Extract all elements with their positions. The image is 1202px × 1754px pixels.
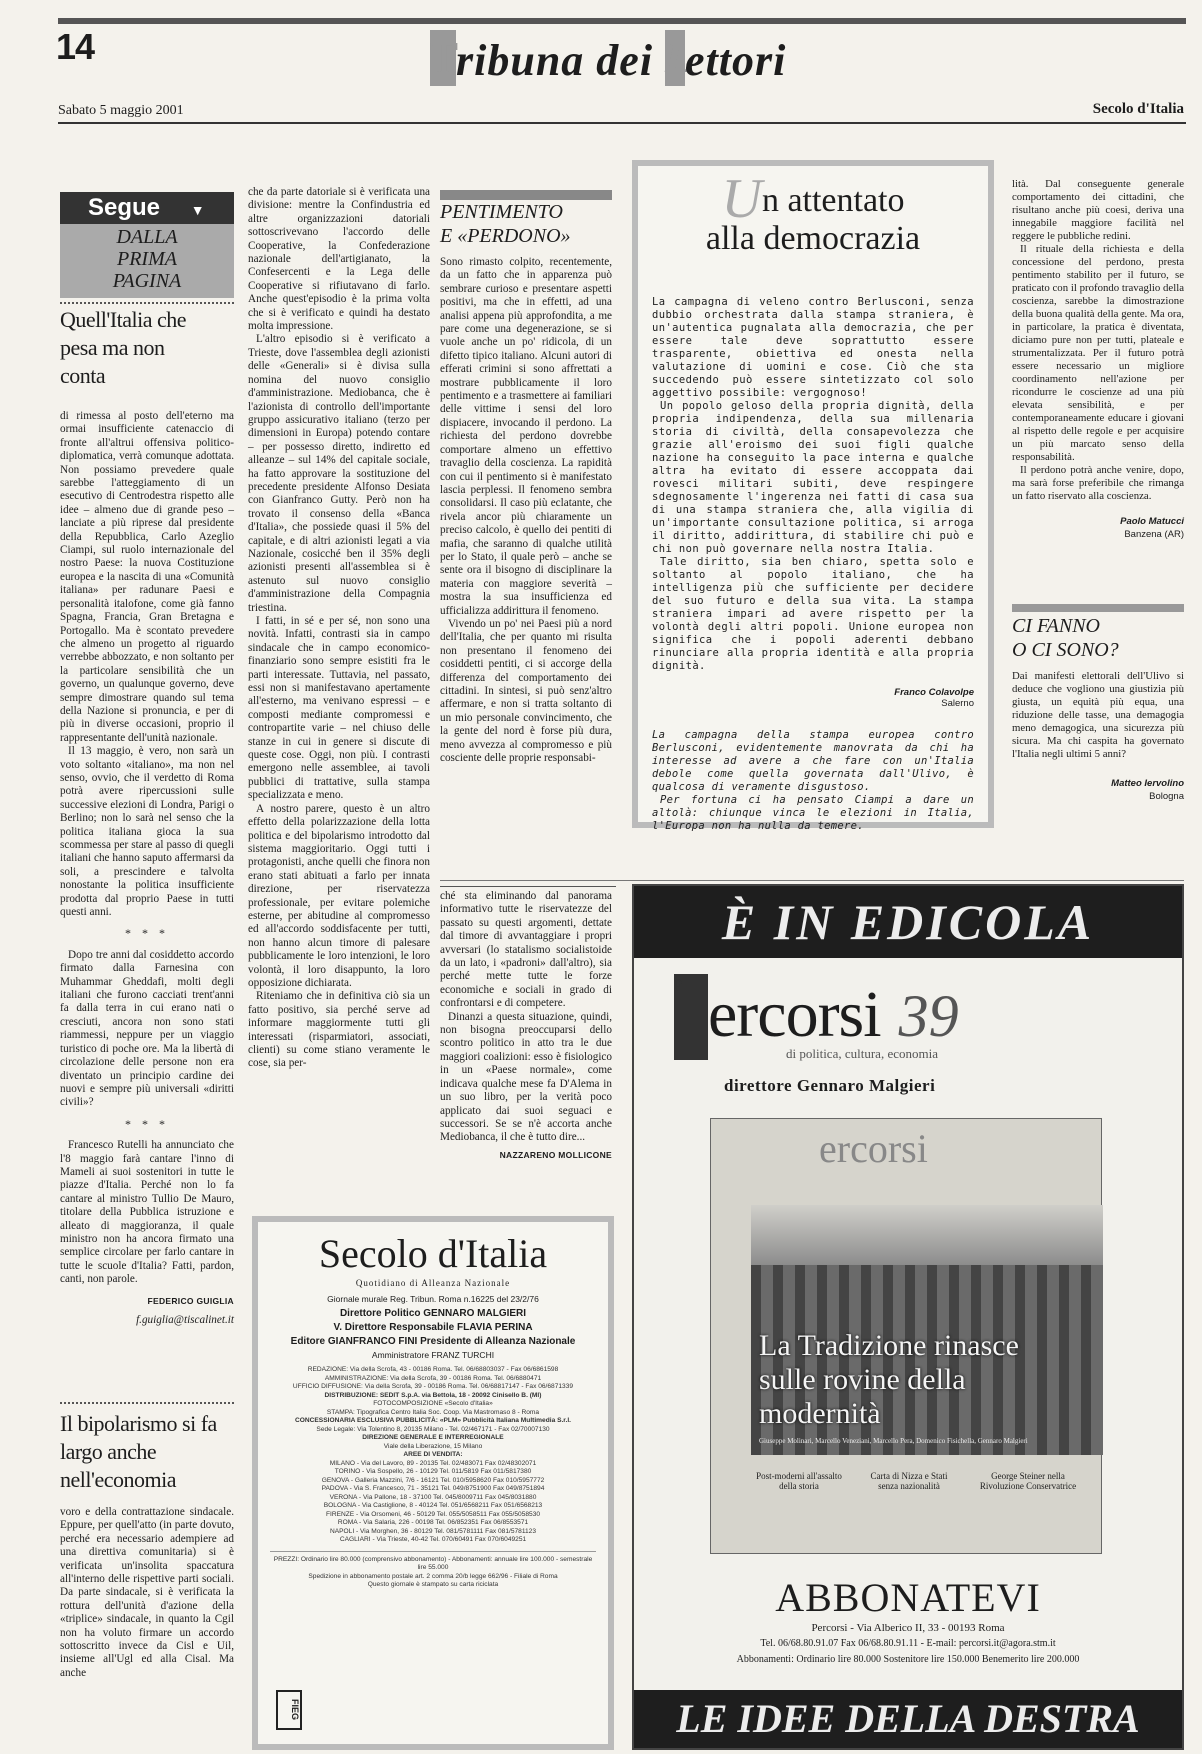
masthead-box: Secolo d'Italia Quotidiano di Alleanza Nazionale Giornale murale Reg. Tribun. Roma n.16225 del 23/2/76 Direttore Politico GENNARO MALGIERI V. Direttore Responsabile FLAVIA PERINA Editore GIANFRANCO FINI Presidente di Alleanza Nazionale Amministratore FRANZ TURCHI REDAZIONE: Via della Scrofa, 43 - 00186 Roma. Tel. 06/68803037 - Fax 06/6861598 AMMINISTRAZIONE: Via della Scrofa, 39 - 00186 Roma. Tel. 06/6880471 UFFICIO DIFFUSIONE: Via della Scrofa, 39 - 00186 Roma. Tel. 06/68817147 - Fax 06/6871339 DISTRIBUZIONE: SEDIT S.p.A. via Bettola, 18 - 20092 Cinisello B. (MI) FOTOCOMPOSIZIONE «Secolo d'Italia» STAMPA: Tipografica Centro Italia Soc. Coop. Via Mastromaso 8 - Roma CONCESSIONARIA ESCLUSIVA PUBBLICITÀ: «PLM» Pubblicità Italiana Multimedia S.r.l. Sede Legale: Via Tolentino 8, 20135 Milano - Tel. 02/467171 - Fax 02/70007130 DIREZIONE GENERALE E INTERREGIONALE Viale della Liberazione, 15 Milano AREE DI VENDITA: MILANO - Via del Lavoro, 89 - 20135 Tel. 02/483071 Fax 02/48302071 TORINO - Via Sospello, 26 - 10129 Tel. 011/5819 Fax 011/5817380 GENOVA - Galleria Mazzini, 7/6 - 16121 Tel. 010/5958620 Fax 010/5957772 PADOVA - Via S. Francesco, 71 - 35121 Tel. 049/8751900 Fax 049/8751894 VERONA - Via Pallone, 18 - 37100 Tel. 045/8009711 Fax 045/8031880 BOLOGNA - Via Castiglione, 8 - 40124 Tel. 051/6568211 Fax 051/6568213 FIRENZE - Via Orsomeni, 46 - 50129 Tel. 055/5058511 Fax 055/5058530 ROMA - Via Salaria, 226 - 00198 Tel. 06/852351 Fax 06/8553571 NAPOLI - Via Morghen, 36 - 80129 Tel. 081/5781111 Fax 081/5781123 CAGLIARI - Via Trieste, 40-42 Tel. 070/60491 Fax 070/6049251 PREZZI: Ordinario lire 80.000 (comprensivo abbonamento) - Abbonamenti: annuale lire 100.000 - semestrale lire 55.000 Spedizione in abbonamento postale art. 2 comma 20/b legge 662/96 - Filiale di Roma Questo giornale è stampato su carta riciclata <box>252 1216 614 1750</box>
title-part-2: ettori <box>685 36 787 85</box>
cover-box-2: Carta di Nizza e Stati senza nazionalità <box>870 1471 948 1491</box>
letter-body: Sono rimasto colpito, recentemente, da un fatto che in apparenza può sembrare curioso e presentare aspetti positivi, ma che in effetti, ad una analisi appena più approfondita, a me pare come una degenerazione, se si vuole anche un po' ridicola, di un difetto tipico italiano. Alcuni autori di efferati crimini si sono affrettati a mostrare pubblicamente il loro pentimento e a trasmettere ai familiari delle vittime i sensi del loro dispiacere, invocando il perdono. La richiesta del perdono dovrebbe comportare almeno un effettivo travaglio della coscienza. La rapidità con cui il pentimento si è manifestato lascia perplessi. Il fenomeno sembra consolidarsi. Il caso più eclatante, che rivela ancor più chiaramente un preciso calcolo, è quello dei pentiti di mafia, che saranno di qualche utilità per lo Stato, il quale però – anche se sente ora il bisogno di disciplinare la materia con maggiore severità – mostra la sua insufficienza ed ufficializza addirittura il fenomeno. Vivendo un po' nei Paesi più a nord dell'Italia, che per quanto mi risulta non presentano il fenomeno dei cosiddetti pentiti, ci si accorge della differenza del comportamento dei cittadini. In sintesi, si può senz'altro affermare, e non si tratta soltanto di un mio personale convincimento, che la gente del nord è forse più dura, meno avvezza al compromesso e più cosciente delle proprie responsabi- <box>440 256 612 765</box>
article-title: Quell'Italia che pesa ma non conta <box>60 307 187 388</box>
ad-footer: LE IDEE DELLA DESTRA <box>634 1690 1182 1748</box>
letter2-title: CI FANNO O CI SONO? <box>1012 615 1119 661</box>
divider <box>440 880 1184 881</box>
ad-prices: Abbonamenti: Ordinario lire 80.000 Sostenitore lire 150.000 Benemerito lire 200.000 <box>736 1654 1080 1665</box>
ad-director: direttore Gennaro Malgieri <box>724 1076 936 1095</box>
cover-photo-sky <box>751 1205 1103 1265</box>
article-body: di rimessa al posto dell'eterno ma ormai insufficiente catenaccio di fronte all'altrui offensiva politico-diplomatica, verrà comunque adottata. Non possiamo prevedere quale sarebbe l'atteggiamento di un esecutivo di Centrodestra rispetto alle idee – almeno due di grande peso – lanciate a più riprese dal presidente della Repubblica, Carlo Azeglio Ciampi, sul ruolo internazionale del nostro Paese: la nuova Costituzione europea e la nascita di una «Comunità italiana» per radunare Paesi e personalità italofone, come già fanno Spagna, Francia, Gran Bretagna e Portogallo. Ma è scontato prevedere che almeno un progetto al riguardo verrebbe abbozzato, e non soltanto per la particolare sensibilità che un governo, un qualunque governo, deve sempre dimostrare quando sul tema della Nazione si pronuncia, e per di più in diverse occasioni, proprio il rappresentante dell'unità nazionale. Il 13 maggio, è vero, non sarà un voto soltanto «italiano», ma non nel senso, ovvio, che il verdetto di Roma potrà avere ripercussioni sulle successive elezioni di Londra, Parigi o Berlino; non lo sarà nel senso che la politica italiana gioca la sua scommessa per stare al passo di quegli italiani che hanno saputo affermarsi da soli, a prescindere e talvolta nonostante la politica insufficiente prodotta dal proprio Paese in tutti questi anni. * * * Dopo tre anni dal cosiddetto accordo firmato dalla Farnesina con Muhammar Gheddafi, molti degli italiani che furono cacciati trent'anni fa dalla terra in cui erano nati o cresciuti, ancora non sono stati riammessi, neppure per un viaggio turistico di poche ore. Ma la libertà di circolazione delle persone non era diventato un principio cardine dei nuovi e sempre più universali «diritti civili»? * * * Francesco Rutelli ha annunciato che l'8 maggio farà cantare l'inno di Mameli ai suoi sostenitori in tutte le piazze d'Italia. Perché non lo fa cantare al ministro Tullio De Mauro, titolare della Pubblica istruzione e alleato di maggioranza, il quale ministro non ha ancora firmato una semplice circolare per farlo cantare in tutte le scuole d'Italia? Fatti, pardon, canti, non parole. FEDERICO GUIGLIA f.guiglia@tiscalinet.it <box>60 410 234 1326</box>
column-3-continued: ché sta eliminando dal panorama informativo tutte le riservatezze del passato su questi argomenti, dettate dal timore di avvantaggiare i propri avversari (lo statalismo socialistoide da un lato, i «padroni» dall'altro), sia perché mette tutte le forze economiche e sociali in grado di confrontarsi e di competere. Dinanzi a questa situazione, quindi, non bisogna preoccuparsi dello scontro politico in atto tra le due maggiori coalizioni: esso è fisiologico in un «Paese normale», come indicava qualche mese fa D'Alema in un suo libro, per la verità poco applicato dai suoi seguaci e successori. Se se n'è accorta anche Mediobanca, il che è tutto dire... NAZZARENO MOLLICONE <box>440 890 612 1160</box>
letter2-title-bar <box>1012 604 1184 612</box>
arrow-down-icon: ▼ <box>190 202 205 218</box>
column-2: che da parte datoriale si è verificata una divisione: mentre la Confindustria ed altre organizzazioni datoriali sottoscrivevano l'accordo delle Cooperative, la Confederazione nazionale dell'artigianato, la Confesercenti e la Lega delle Cooperative si rifiutavano di farlo. Anche quest'episodio è la prima volta che si è verificato e quindi ha destato molta impressione. L'altro episodio si è verificato a Trieste, dove l'assemblea degli azionisti delle «Generali» si è divisa sulla nomina del nuovo consiglio d'amministrazione. Mediobanca, che è l'azionista di controllo dell'importante gruppo assicurativo italiano (terzo per dimensioni in Europa) potendo contare – per possesso diretto, indiretto ed alleanze – sul 14% del capitale sociale, ha fatto approvare la sostituzione del precedente presidente Alfonso Desiata con Gianfranco Gutty. Però non ha trovato il consenso della «Banca d'Italia», che possiede quasi il 5% del capitale, e di altri azionisti legati a via Nazionale, cosicché ben il 35% degli azionisti presenti all'assemblea si è astenuto sul nuovo consiglio d'amministrazione della Compagnia triestina. I fatti, in sé e per sé, non sono una novità. Infatti, contrasti sia in campo sindacale che in campo economico-finanziario sono sempre esistiti fra le parti interessate. Tuttavia, nel passato, essi non si manifestavano apertamente all'esterno, ma venivano espressi – e composti mediante compromessi e contropartite varie – nel chiuso delle stanze in cui in genere si discute di queste cose. Oggi, non più. I contrasti emergono nelle assemblee, ai tavoli pubblici di trattative, sulla stampa specializzata e meno. A nostro parere, questo è un altro effetto della polarizzazione della lotta politica e del bipolarismo introdotto dal sistema maggioritario. Oggi tutti i protagonisti, anche quelli che finora non erano stati abituati a farlo per innata direzione, per riservatezza professionale, per evitare polemiche esterne, per abitudine al compromesso ed all'accordo soddisfacente per tutti, non hanno alcun timore di palesare pubblicamente le loro intenzioni, le loro volontà, il loro disappunto, la loro opposizione dichiarata. Riteniamo che in definitiva ciò sia un fatto positivo, sia perché serve ad informare maggiormente tutti gli interessati (risparmiatori, associati, clienti) su come stiano veramente le cose, sia per- <box>248 186 430 1070</box>
masthead-fine-print: REDAZIONE: Via della Scrofa, 43 - 00186 Roma. Tel. 06/68803037 - Fax 06/6861598 AMMINISTRAZIONE: Via della Scrofa, 39 - 00186 Roma. Tel. 06/6880471 UFFICIO DIFFUSIONE: Via della Scrofa, 39 - 00186 Roma. Tel. 06/68817147 - Fax 06/6871339 DISTRIBUZIONE: SEDIT S.p.A. via Bettola, 18 - 20092 Cinisello B. (MI) FOTOCOMPOSIZIONE «Secolo d'Italia» STAMPA: Tipografica Centro Italia Soc. Coop. Via Mastromaso 8 - Roma CONCESSIONARIA ESCLUSIVA PUBBLICITÀ: «PLM» Pubblicità Italiana Multimedia S.r.l. Sede Legale: Via Tolentino 8, 20135 Milano - Tel. 02/467171 - Fax 02/70007130 DIREZIONE GENERALE E INTERREGIONALE Viale della Liberazione, 15 Milano AREE DI VENDITA: MILANO - Via del Lavoro, 89 - 20135 Tel. 02/483071 Fax 02/48302071 TORINO - Via Sospello, 26 - 10129 Tel. 011/5819 Fax 011/5817380 GENOVA - Galleria Mazzini, 7/6 - 16121 Tel. 010/5958620 Fax 010/5957772 PADOVA - Via S. Francesco, 71 - 35121 Tel. 049/8751900 Fax 049/8751894 VERONA - Via Pallone, 18 - 37100 Tel. 045/8009711 Fax 045/8031880 BOLOGNA - Via Castiglione, 8 - 40124 Tel. 051/6568211 Fax 051/6568213 FIRENZE - Via Orsomeni, 46 - 50129 Tel. 055/5058511 Fax 055/5058530 ROMA - Via Salaria, 226 - 00198 Tel. 06/852351 Fax 06/8553571 NAPOLI - Via Morghen, 36 - 80129 Tel. 081/5781111 Fax 081/5781123 CAGLIARI - Via Trieste, 40-42 Tel. 070/60491 Fax 070/6049251 PREZZI: Ordinario lire 80.000 (comprensivo abbonamento) - Abbonamenti: annuale lire 100.000 - semestrale lire 55.000 Spedizione in abbonamento postale art. 2 comma 20/b legge 662/96 - Filiale di Roma Questo giornale è stampato su carta riciclata <box>270 1366 596 1590</box>
boxed-title: Un attentato alla democrazia <box>705 168 921 257</box>
cover-headline: La Tradizione rinasce sulle rovine della modernità <box>759 1329 1019 1430</box>
ad-abbonatevi: ABBONATEVI <box>775 1575 1041 1620</box>
cover-box-1: Post-moderni all'assalto della storia <box>756 1471 842 1491</box>
letter2-body: Dai manifesti elettorali dell'Ulivo si deduce che vogliono una giustizia più giusta, un equità più equa, una riduzione delle tasse, una demagogia meno demagogica, una sicurezza più sicura. Ma chi caspita ha governato l'Italia negli ultimi 5 anni? Matteo Iervolino Bologna <box>1012 670 1184 802</box>
header-rule <box>58 122 1186 124</box>
divider <box>60 302 234 304</box>
title-cap-t: T <box>430 30 456 86</box>
divider <box>440 886 616 887</box>
boxed-letter: Un attentato alla democrazia La campagna di veleno contro Berlusconi, senza dubbio orchestrata dalla stampa straniera, è un'autentica pugnalata alla democrazia, che per essere tale deve soprattutto essere trasparente, obiettiva ed onesta nella valutazione di uomini e cose. Ciò che sta succedendo può essere sintetizzato col solo aggettivo possibile: vergognoso! Un popolo geloso della propria dignità, della propria indipendenza, della sua millenaria storia di civiltà, della consapevolezza che grazie all'eroismo dei suoi figli qualche nazione ha conseguito la pace interna e qualche altra ha evitato di essere accoppata dai rovesci militari subiti, deve respingere sdegnosamente l'ingerenza nei fatti di casa sua di una stampa straniera che, alla vigilia di un'importante consultazione politica, si arroga il diritto, addirittura, di stabilire chi può e chi non può governare nella nostra Italia. Tale diritto, sia ben chiaro, spetta solo e soltanto al popolo italiano, che ha intelligenza più che sufficiente per decidere del suo futuro e della sua vita. La stampa straniera impari ad avere rispetto per la volontà degli altri popoli. Unione europea non significa che i popoli aderenti debbano rinunciare alla propria identità e alla propria dignità. Franco Colavolpe Salerno La campagna della stampa europea contro Berlusconi, evidentemente manovrata da chi ha interesse ad avere a che fare con un'Italia debole come quella governata dall'Ulivo, è qualcosa di veramente disgustoso. Per fortuna ci ha pensato Ciampi a dare un altolà: chiunque vinca le elezioni in Italia, l'Europa non ha nulla da temere. <box>632 160 994 828</box>
column-5: lità. Dal conseguente generale comportamento dei cittadini, che risultano anche più coesi, deriva una innegabile maggiore facilità nel reggere le pubbliche redini. Il rituale della richiesta e della concessione del perdono, presta pentimento stabilito per il futuro, se praticato con il profondo travaglio della coscienza, sarebbe la dimostrazione della buona qualità della gente. Ma ora, in particolare, la pratica è diventata, diciamo pure non per tutti, plateale e strumentalizzata. Per il futuro potrà essere necessario un migliore coordinamento nell'azione per ricondurre le coscienze ad una più elevata sensibilità, e per contemporaneamente educare i giovani al rispetto delle regole e per acquisire un più marcato senso della responsabilità. Il perdono potrà anche venire, dopo, ma sarà forse preferibile che rimanga un fatto riservato alla coscienza. Paolo Matucci Banzena (AR) <box>1012 178 1184 540</box>
fieg-logo: FIEG <box>276 1690 302 1730</box>
masthead-title: Secolo d'Italia <box>318 1231 548 1276</box>
ad-brand: p ercorsi 39 <box>674 970 959 1060</box>
segue-box <box>60 192 234 298</box>
title-part-1: ribuna dei <box>456 36 666 85</box>
ad-banner: È IN EDICOLA <box>634 886 1182 958</box>
cover-box-3: George Steiner nella Rivoluzione Conservatrice <box>979 1471 1077 1491</box>
magazine-cover <box>710 1118 1102 1554</box>
cover-brand: ercorsi <box>819 1126 928 1171</box>
top-rule <box>58 18 1186 24</box>
segue-label: Segue ▼ <box>60 192 234 224</box>
title-text <box>456 33 787 85</box>
advertisement <box>632 884 1184 1750</box>
cover-sub: Giuseppe Molinari, Marcello Veneziani, Marcello Pera, Domenico Fisichella, Gennaro Malgieri <box>759 1437 1028 1445</box>
header-date: Sabato 5 maggio 2001 <box>58 103 184 118</box>
ad-tagline: di politica, cultura, economia <box>786 1046 938 1061</box>
ad-address: Percorsi - Via Alberico II, 33 - 00193 Roma <box>811 1622 1005 1634</box>
boxed-note: La campagna della stampa europea contro Berlusconi, evidentemente manovrata da chi ha interesse ad avere a che fare con un'Italia debole come quella governata dall'Ulivo, è qualcosa di veramente disgustoso. Per fortuna ci ha pensato Ciampi a dare un altolà: chiunque vinca le elezioni in Italia, l'Europa non ha nulla da temere. <box>652 729 974 832</box>
section-title <box>430 30 786 94</box>
divider <box>60 1402 234 1404</box>
letter-title-bar <box>440 190 612 200</box>
title-cap-l: L <box>665 30 685 86</box>
ad-contacts: Tel. 06/68.80.91.07 Fax 06/68.80.91.11 - E-mail: percorsi.it@agora.stm.it <box>760 1638 1056 1649</box>
boxed-sig: Franco Colavolpe <box>894 687 974 698</box>
segue-sub: DALLA PRIMA PAGINA <box>112 226 182 292</box>
header-paper: Secolo d'Italia <box>1092 101 1184 117</box>
boxed-body: La campagna di veleno contro Berlusconi, senza dubbio orchestrata dalla stampa straniera, è un'autentica pugnalata alla democrazia, che per essere tale deve soprattutto essere trasparente, obiettiva ed onesta nella valutazione di uomini e cose. Ciò che sta succedendo può essere sintetizzato col solo aggettivo possibile: vergognoso! Un popolo geloso della propria dignità, della propria indipendenza, della sua millenaria storia di civiltà, della consapevolezza che grazie all'eroismo dei suoi figli qualche nazione ha conseguito la pace interna e qualche altra ha evitato di essere accoppata dai rovesci militari subiti, deve respingere sdegnosamente l'ingerenza nei fatti di casa sua di una stampa straniera che, alla vigilia di un'importante consultazione politica, si arroga il diritto, addirittura, di stabilire chi può e chi non può governare nella nostra Italia. Tale diritto, sia ben chiaro, spetta solo e soltanto al popolo italiano, che ha intelligenza più che sufficiente per decidere del suo futuro e della sua vita. La stampa straniera impari ad avere rispetto per la volontà degli altri popoli. Unione europea non significa che i popoli aderenti debbano rinunciare alla propria identità e alla propria dignità. <box>652 296 974 672</box>
article-body-2: voro e della contrattazione sindacale. Eppure, per quell'atto (in parte dovuto, perché era necessario adempiere ad una direttiva comunitaria) si è verificata un'insolita spaccatura all'interno delle rispettive parti sociali. Da parte sindacale, si è verificata la rottura dell'unità d'azione della «triplice» sindacale, in quanto la Cgil non ha voluto firmare un accordo sottoscritto invece da Cisl e Uil, insieme all'Ugl ed alla Cisal. Ma anche <box>60 1506 234 1679</box>
article-title-2: Il bipolarismo si fa largo anche nell'economia <box>60 1411 217 1492</box>
page-number: 14 <box>56 26 95 67</box>
letter-title: PENTIMENTO E «PERDONO» <box>440 201 571 247</box>
